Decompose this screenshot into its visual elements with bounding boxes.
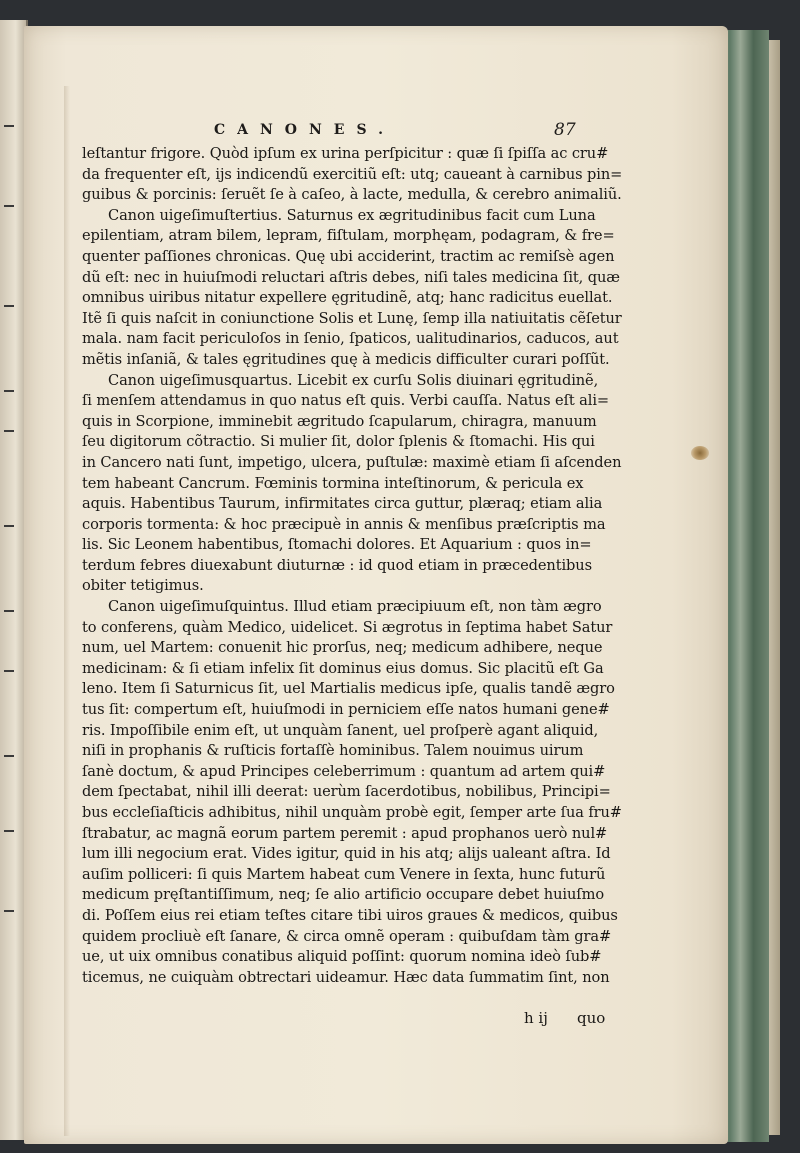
text-line: lis. Sic Leonem habentibus, ſtomachi dolores. Et Aquarium : quos in= bbox=[82, 536, 592, 554]
text-line: ſanè doctum, & apud Principes celeberrimum : quantum ad artem qui# bbox=[82, 762, 606, 780]
text-line: ſtrabatur, ac magnã eorum partem peremit : apud prophanos uerò nul# bbox=[82, 824, 608, 842]
text-line: ſi menſem attendamus in quo natus eſt quis. Verbi cauſſa. Natus eſt ali= bbox=[82, 392, 610, 410]
text-line: niſi in prophanis & ruſticis fortaſſè hominibus. Talem nouimus uirum bbox=[82, 742, 584, 760]
text-line: ſeu digitorum cõtractio. Si mulier ſit, dolor ſplenis & ſtomachi. His qui bbox=[82, 433, 595, 451]
text-line: Canon uigeſimuſtertius. Saturnus ex ægritudinibus facit cum Luna bbox=[108, 206, 596, 224]
running-head: CANONES. bbox=[214, 122, 395, 138]
text-line: auſim polliceri: ſi quis Martem habeat cum Venere in ſexta, hunc futurũ bbox=[82, 865, 606, 883]
ink-stain bbox=[691, 446, 709, 460]
body-text bbox=[82, 144, 622, 988]
text-line: quis in Scorpione, imminebit ægritudo ſcapularum, chiragra, manuum bbox=[82, 412, 597, 430]
text-line: epilentiam, atram bilem, lepram, fiſtulam, morphęam, podagram, & fre= bbox=[82, 227, 615, 245]
text-line: num, uel Martem: conuenit hic prorſus, neq; medicum adhibere, neque bbox=[82, 639, 603, 657]
text-line: medicinam: & ſi etiam infelix ſit dominus eius domus. Sic placitũ eſt Ga bbox=[82, 659, 604, 677]
text-line: omnibus uiribus nitatur expellere ęgritudinẽ, atq; hanc radicitus euellat. bbox=[82, 289, 613, 307]
text-line: ticemus, ne cuiquàm obtrectari uideamur. Hæc data ſummatim ſint, non bbox=[82, 968, 610, 986]
text-line: dũ eſt: nec in huiuſmodi reluctari aſtris debes, niſi tales medicina ſit, quæ bbox=[82, 268, 620, 286]
text-line: guibus & porcinis: ſeruẽt ſe à caſeo, à lacte, medulla, & cerebro animaliũ. bbox=[82, 186, 622, 204]
text-line: leſtantur frigore. Quòd ipſum ex urina perſpicitur : quæ ſi ſpiſſa ac cru# bbox=[82, 145, 609, 162]
text-line: tus ſit: compertum eſt, huiuſmodi in perniciem eſſe natos humani gene# bbox=[82, 701, 610, 719]
text-line: Canon uigeſimusquartus. Licebit ex curſu Solis diuinari ęgritudinẽ, bbox=[108, 371, 599, 389]
page-header bbox=[214, 122, 614, 144]
text-line: in Cancero nati ſunt, impetigo, ulcera, puſtulæ: maximè etiam ſi aſcenden bbox=[82, 453, 622, 471]
text-line: dem ſpectabat, nihil illi deerat: uerùm ſacerdotibus, nobilibus, Principi= bbox=[82, 783, 611, 801]
text-line: terdum febres diuexabunt diuturnæ : id quod etiam in præcedentibus bbox=[82, 556, 592, 574]
signature-mark: h ij bbox=[524, 1009, 548, 1027]
text-line: quidem procliuè eſt ſanare, & circa omnẽ operam : quibuſdam tàm gra# bbox=[82, 927, 612, 945]
text-line: medicum pręſtantiſſimum, neq; ſe alio artificio occupare debet huiuſmo bbox=[82, 886, 605, 904]
text-line: ris. Impoſſibile enim eſt, ut unquàm ſanent, uel proſperè agant aliquid, bbox=[82, 721, 599, 739]
page-footer bbox=[464, 1009, 624, 1031]
text-line: mala. nam facit periculoſos in ſenio, ſpaticos, ualitudinarios, caducos, aut bbox=[82, 330, 619, 348]
text-line: aquis. Habentibus Taurum, infirmitates circa guttur, plæraq; etiam alia bbox=[82, 495, 603, 513]
page-number: 87 bbox=[554, 120, 576, 140]
text-line: leno. Item ſi Saturnicus ſit, uel Martialis medicus ipſe, qualis tandẽ ægro bbox=[82, 680, 615, 698]
text-line: ue, ut uix omnibus conatibus aliquid poſſint: quorum nomina ideò ſub# bbox=[82, 948, 602, 966]
text-line: Canon uigeſimuſquintus. Illud etiam præcipiuum eſt, non tàm ægro bbox=[108, 598, 602, 616]
text-line: mẽtis inſaniã, & tales ęgritudines quę à medicis difficulter curari poſſũt. bbox=[82, 350, 610, 368]
text-line: quenter paſſiones chronicas. Quę ubi acciderint, tractim ac remiſsè agen bbox=[82, 247, 615, 265]
gutter-shadow bbox=[64, 86, 70, 1136]
book-page bbox=[24, 26, 728, 1144]
text-line: di. Poſſem eius rei etiam teſtes citare tibi uiros graues & medicos, quibus bbox=[82, 906, 618, 924]
text-line: obiter tetigimus. bbox=[82, 577, 204, 595]
text-line: Itẽ ſi quis naſcit in coniunctione Solis et Lunę, ſemp illa natiuitatis cẽſetur bbox=[82, 309, 622, 327]
text-line: lum illi negocium erat. Vides igitur, quid in his atq; alijs ualeant aſtra. Id bbox=[82, 845, 611, 863]
text-line: bus eccleſiaſticis adhibitus, nihil unquàm probè egit, ſemper arte ſua fru# bbox=[82, 804, 622, 821]
catchword: quo bbox=[577, 1009, 606, 1027]
text-line: tem habeant Cancrum. Fœminis tormina inteſtinorum, & pericula ex bbox=[82, 474, 584, 492]
text-line: corporis tormenta: & hoc præcipuè in annis & menſibus præſcriptis ma bbox=[82, 515, 606, 533]
text-line: to conferens, quàm Medico, uidelicet. Si ægrotus in ſeptima habet Satur bbox=[82, 618, 613, 636]
text-line: da frequenter eſt, ijs indicendũ exercitiũ eſt: utq; caueant à carnibus pin= bbox=[82, 165, 623, 183]
